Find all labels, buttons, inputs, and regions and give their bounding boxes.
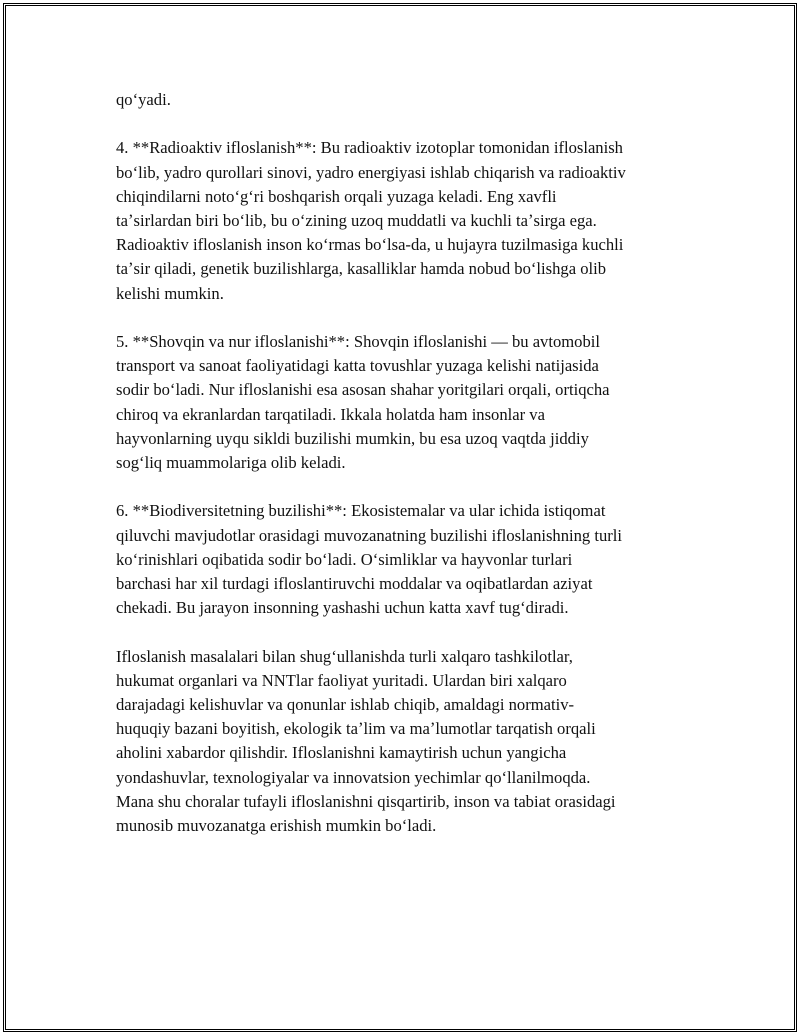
paragraph-biodiversity-loss: 6. **Biodiversitetning buzilishi**: Ekosistemalar va ular ichida istiqomat qiluvchi mavjudotlar orasidagi muvozanatning buzilishi ifloslanishning turli koʻrinishlari oqibatida sodir boʻladi. Oʻsimliklar va hayvonlar turlari barchasi har xil turdagi ifloslantiruvchi moddalar va oqibatlardan aziyat chekadi. Bu jarayon insonning yashashi uchun katta xavf tugʻdiradi. [116,501,623,618]
paragraph-noise-light-pollution: 5. **Shovqin va nur ifloslanishi**: Shovqin ifloslanishi — bu avtomobil transport va sanoat faoliyatidagi katta tovushlar yuzaga kelishi natijasida sodir boʻladi. Nur ifloslanishi esa asosan shahar yoritgilari orqali, ortiqcha chiroq va ekranlardan tarqatiladi. Ikkala holatda ham insonlar va hayvonlarning uyqu sikldi buzilishi mumkin, bu esa uzoq vaqtda jiddiy sogʻliq muammolariga olib keladi. [116,332,610,473]
paragraph-radioactive-pollution: 4. **Radioaktiv ifloslanish**: Bu radioaktiv izotoplar tomonidan ifloslanish boʻlib, yadro qurollari sinovi, yadro energiyasi ishlab chiqarish va radioaktiv chiqindilarni notoʻgʻri boshqarish orqali yuzaga keladi. Eng xavfli taʼsirlardan biri boʻlib, bu oʻzining uzoq muddatli va kuchli taʼsirga ega. Radioaktiv ifloslanish inson koʻrmas boʻlsa-da, u hujayra tuzilmasiga kuchli taʼsir qiladi, genetik buzilishlarga, kasalliklar hamda nobud boʻlishga olib kelishi mumkin. [116,138,626,303]
document-body [116,88,691,838]
paragraph-conclusion: Ifloslanish masalalari bilan shugʻullanishda turli xalqaro tashkilotlar, hukumat organlari va NNTlar faoliyat yuritadi. Ulardan biri xalqaro darajadagi kelishuvlar va qonunlar ishlab chiqib, amaldagi normativ- huquqiy bazani boyitish, ekologik taʼlim va maʼlumotlar tarqatish orqali aholini xabardor qilishdir. Ifloslanishni kamaytirish uchun yangicha yondashuvlar, texnologiyalar va innovatsion yechimlar qoʻllanilmoqda. Mana shu choralar tufayli ifloslanishni qisqartirib, inson va tabiat orasidagi munosib muvozanatga erishish mumkin boʻladi. [116,646,616,836]
paragraph-continuation: qoʻyadi. [116,90,171,109]
